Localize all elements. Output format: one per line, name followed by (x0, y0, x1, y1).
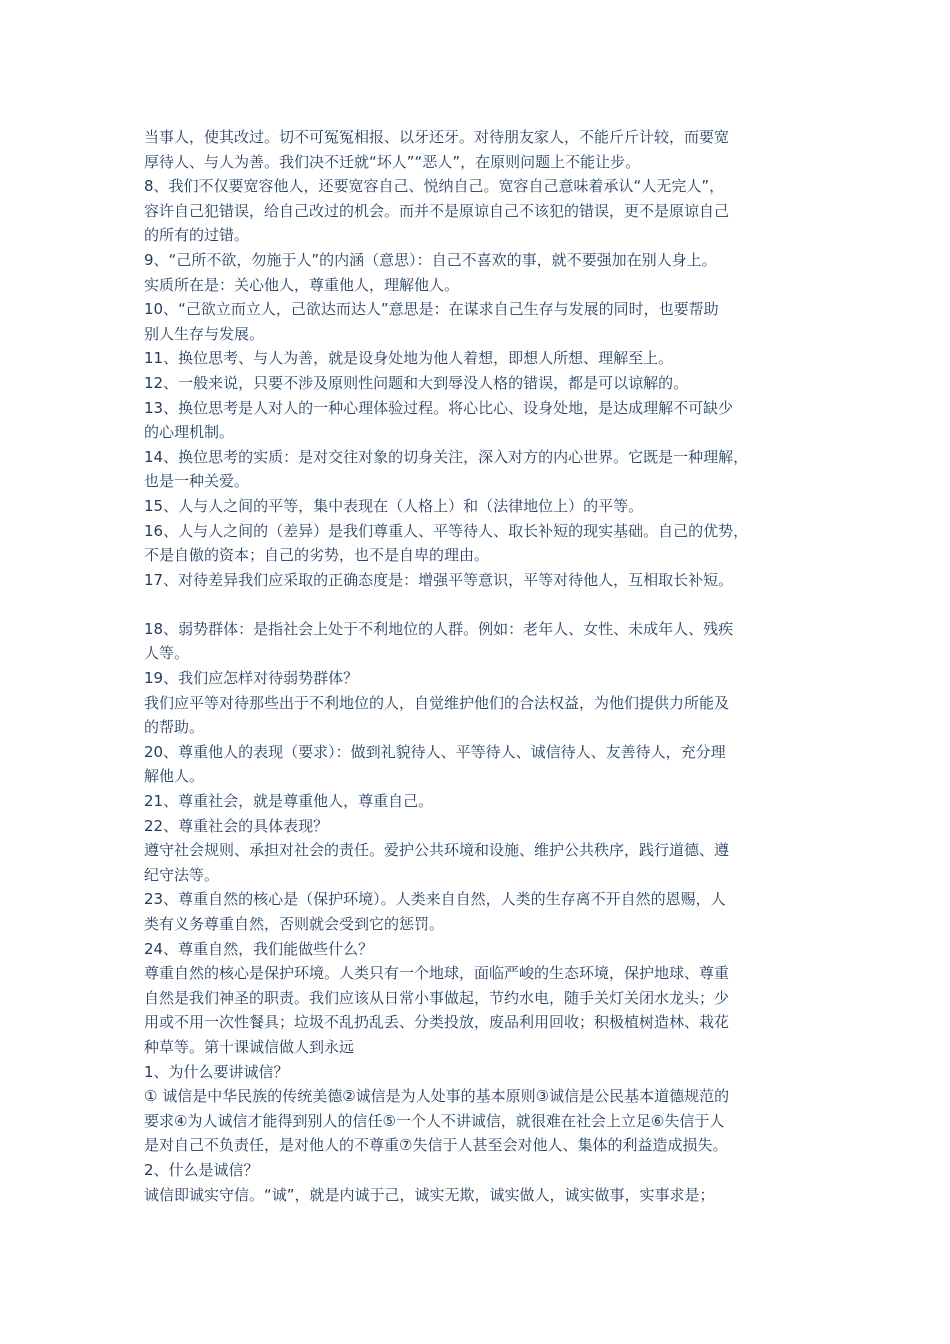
text-line: ① 诚信是中华民族的传统美德②诚信是为人处事的基本原则③诚信是公民基本道德规范的 (144, 1087, 730, 1106)
text-line: 的所有的过错。 (144, 226, 250, 245)
text-line: 别人生存与发展。 (144, 324, 265, 343)
text-line: 24、尊重自然，我们能做些什么？ (144, 939, 374, 958)
text-line: 我们应平等对待那些出于不利地位的人，自觉维护他们的合法权益，为他们提供力所能及 (144, 693, 730, 712)
text-line: 14、换位思考的实质：是对交往对象的切身关注，深入对方的内心世界。它既是一种理解， (144, 447, 749, 466)
document-body (144, 125, 812, 1207)
text-line: 1、为什么要讲诚信？ (144, 1062, 289, 1081)
text-line: 9、“己所不欲，勿施于人”的内涵（意思）：自己不喜欢的事，就不要强加在别人身上。 (144, 250, 717, 269)
text-line: 用或不用一次性餐具；垃圾不乱扔乱丢、分类投放，废品利用回收；积极植树造林、栽花 (144, 1013, 730, 1032)
text-line: 的帮助。 (144, 718, 205, 737)
text-line: 遵守社会规则、承担对社会的责任。爱护公共环境和设施、维护公共秩序，践行道德、遵 (144, 841, 730, 860)
text-line: 实质所在是：关心他人，尊重他人，理解他人。 (144, 275, 460, 294)
text-line: 11、换位思考、与人为善，就是设身处地为他人着想，即想人所想、理解至上。 (144, 349, 674, 368)
text-line: 人等。 (144, 644, 190, 663)
text-line: 8、我们不仅要宽容他人，还要宽容自己、悦纳自己。宽容自己意味着承认“人无完人”， (144, 177, 725, 196)
text-line: 解他人。 (144, 767, 205, 786)
text-line: 要求④为人诚信才能得到别人的信任⑤一个人不讲诚信，就很难在社会上立足⑥失信于人 (144, 1111, 725, 1130)
text-line: 当事人，使其改过。切不可冤冤相报、以牙还牙。对待朋友家人，不能斤斤计较，而要宽 (144, 128, 730, 146)
text-line: 类有义务尊重自然，否则就会受到它的惩罚。 (144, 915, 445, 933)
text-line: 18、弱势群体：是指社会上处于不利地位的人群。例如：老年人、女性、未成年人、残疾 (144, 619, 734, 638)
text-line: 16、人与人之间的（差异）是我们尊重人、平等待人、取长补短的现实基础。自己的优势， (144, 521, 749, 540)
text-line: 是对自己不负责任，是对他人的不尊重⑦失信于人甚至会对他人、集体的利益造成损失。 (144, 1136, 728, 1155)
text-line: 也是一种关爱。 (144, 472, 250, 491)
text-line: 23、尊重自然的核心是（保护环境）。人类来自自然，人类的生存离不开自然的恩赐，人 (144, 890, 726, 909)
text-line: 2、什么是诚信？ (144, 1160, 259, 1179)
text-line: 自然是我们神圣的职责。我们应该从日常小事做起，节约水电，随手关灯关闭水龙头；少 (144, 988, 730, 1007)
text-line: 17、对待差异我们应采取的正确态度是：增强平等意识，平等对待他人，互相取长补短。 (144, 570, 734, 589)
text-line: 13、换位思考是人对人的一种心理体验过程。将心比心、设身处地，是达成理解不可缺少 (144, 398, 734, 417)
text-line: 21、尊重社会，就是尊重他人，尊重自己。 (144, 792, 434, 811)
text-line: 厚待人、与人为善。我们决不迁就“坏人”“恶人”，在原则问题上不能让步。 (144, 152, 641, 171)
text-line: 纪守法等。 (144, 865, 220, 884)
text-line: 尊重自然的核心是保护环境。人类只有一个地球，面临严峻的生态环境，保护地球、尊重 (144, 964, 730, 983)
text-line: 的心理机制。 (144, 423, 235, 442)
text-line: 20、尊重他人的表现（要求）：做到礼貌待人、平等待人、诚信待人、友善待人，充分理 (144, 742, 726, 761)
text-line: 种草等。第十课诚信做人到永远 (144, 1037, 355, 1056)
text-line: 15、人与人之间的平等，集中表现在（人格上）和（法律地位上）的平等。 (144, 496, 644, 515)
text-line: 12、一般来说，只要不涉及原则性问题和大到辱没人格的错误，都是可以谅解的。 (144, 373, 689, 392)
text-line: 10、“己欲立而立人，己欲达而达人”意思是：在谋求自己生存与发展的同时，也要帮助 (144, 300, 719, 319)
blank-line (144, 592, 812, 617)
text-line: 19、我们应怎样对待弱势群体？ (144, 669, 359, 688)
text-line: 22、尊重社会的具体表现？ (144, 816, 329, 835)
text-line: 诚信即诚实守信。“诚”，就是内诚于己，诚实无欺，诚实做人，诚实做事，实事求是； (144, 1185, 715, 1204)
text-line: 容许自己犯错误，给自己改过的机会。而并不是原谅自己不该犯的错误，更不是原谅自己 (144, 201, 730, 220)
text-line: 不是自傲的资本；自己的劣势，也不是自卑的理由。 (144, 546, 490, 565)
